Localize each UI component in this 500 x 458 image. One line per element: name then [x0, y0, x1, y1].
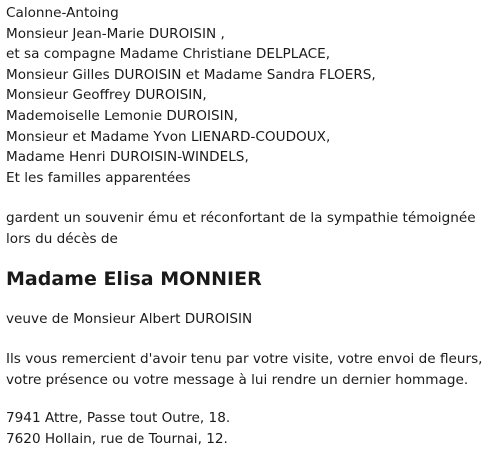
deceased-name: Madame Elisa MONNIER: [6, 267, 262, 290]
family-list: [6, 24, 496, 189]
family-member: Monsieur Geoffrey DUROISIN,: [6, 87, 207, 104]
address-line: 7941 Attre, Passe tout Outre, 18.: [6, 410, 231, 427]
family-member: Et les familles apparentées: [6, 169, 191, 186]
death-notice: [6, 3, 496, 450]
family-member: Madame Henri DUROISIN-WINDELS,: [6, 149, 249, 166]
place-heading: Calonne-Antoing: [6, 5, 119, 21]
intro-line: gardent un souvenir ému et réconfortant de la sympathie témoignée: [6, 210, 476, 227]
family-member: Monsieur Gilles DUROISIN et Madame Sandra FLOERS,: [6, 66, 376, 83]
address-line: 7620 Hollain, rue de Tournai, 12.: [6, 430, 228, 447]
family-member: Monsieur Jean-Marie DUROISIN ,: [6, 25, 225, 42]
family-member: Monsieur et Madame Yvon LIENARD-COUDOUX,: [6, 128, 331, 145]
family-member: Mademoiselle Lemonie DUROISIN,: [6, 107, 239, 124]
thanks-text: [6, 349, 496, 390]
intro-text: [6, 208, 496, 249]
intro-line: lors du décès de: [6, 230, 118, 247]
address-list: [6, 408, 496, 449]
thanks-line: Ils vous remercient d'avoir tenu par votre visite, votre envoi de fleurs,: [6, 351, 483, 368]
family-member: et sa compagne Madame Christiane DELPLACE,: [6, 46, 331, 63]
widow-of-line: veuve de Monsieur Albert DUROISIN: [6, 310, 253, 327]
thanks-line: votre présence ou votre message à lui rendre un dernier hommage.: [6, 371, 469, 388]
